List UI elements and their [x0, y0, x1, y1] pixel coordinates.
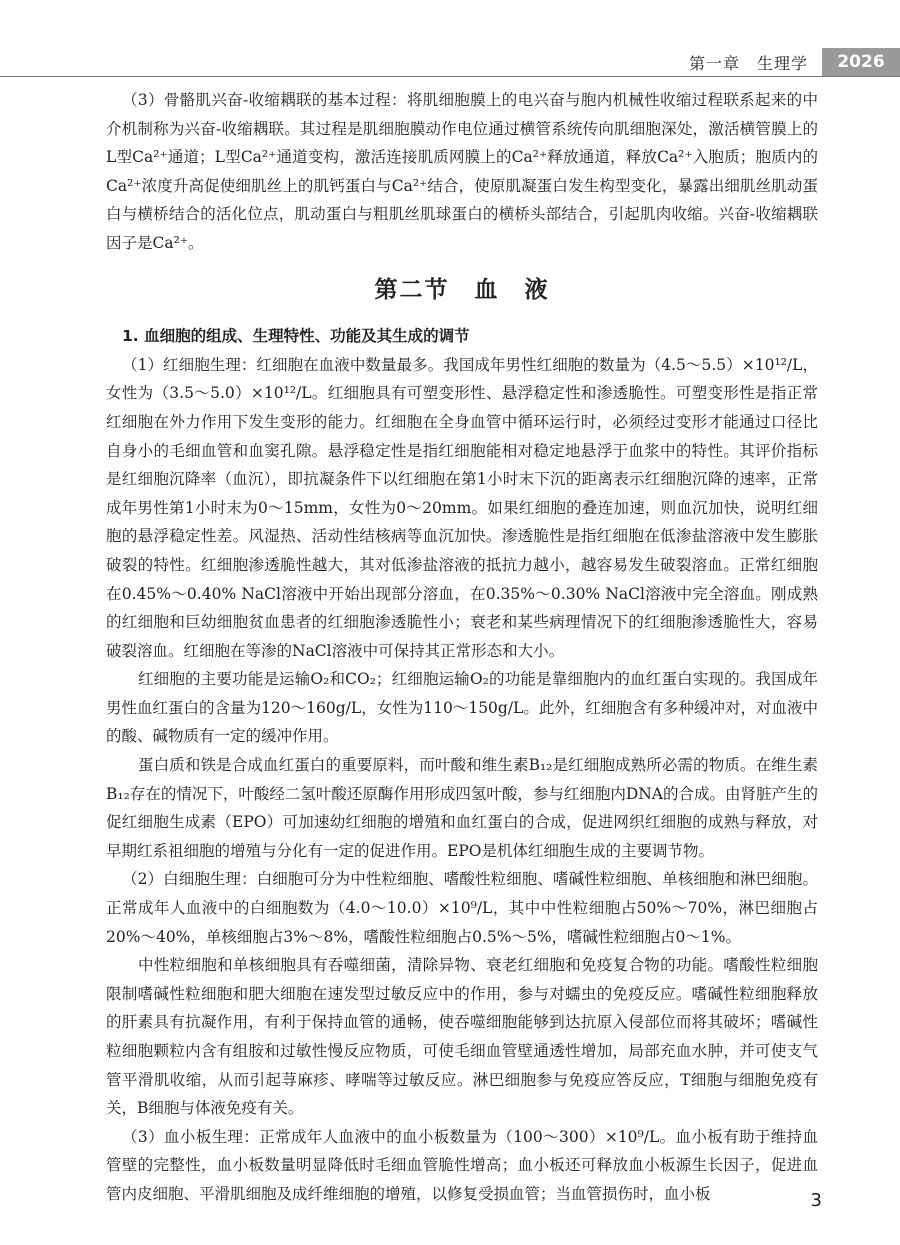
paragraph-rbc-production: 蛋白质和铁是合成血红蛋白的重要原料，而叶酸和维生素B₁₂是红细胞成熟所必需的物质。在维生素B₁₂存在的情况下，叶酸经二氢叶酸还原酶作用形成四氢叶酸，参与红细胞内DNA的合成。由肾脏产生的促红细胞生成素（EPO）可加速幼红细胞的增殖和血红蛋白的合成，促进网织红细胞的成熟与释放，对早期红系祖细胞的增殖与分化有一定的促进作用。EPO是机体红细胞生成的主要调节物。: [106, 756, 819, 860]
paragraph-wbc-function: 中性粒细胞和单核细胞具有吞噬细菌，清除异物、衰老红细胞和免疫复合物的功能。嗜酸性粒细胞限制嗜碱性粒细胞和肥大细胞在速发型过敏反应中的作用，参与对蠕虫的免疫反应。嗜碱性粒细胞释放的肝素具有抗凝作用，有利于保持血管的通畅，使吞噬细胞能够到达抗原入侵部位而将其破坏；嗜碱性粒细胞颗粒内含有组胺和过敏性慢反应物质，可使毛细血管壁通透性增加，局部充血水肿，并可使支气管平滑肌收缩，从而引起荨麻疹、哮喘等过敏反应。淋巴细胞参与免疫应答反应，T细胞与细胞免疫有关，B细胞与体液免疫有关。: [106, 956, 818, 1118]
section-title: 第二节 血 液: [374, 276, 550, 303]
paragraph-platelet-physiology: （3）血小板生理：正常成年人血液中的血小板数量为（100～300）×10⁹/L。血小板有助于维持血管壁的完整性，血小板数量明显降低时毛细血管脆性增高；血小板还可释放血小板源生长因子，促进血管内皮细胞、平滑肌细胞及成纤维细胞的增殖，以修复受损血管；当血管损伤时，血小板: [106, 1127, 818, 1203]
page-number: 3: [810, 1190, 822, 1211]
paragraph-excitation-contraction: （3）骨骼肌兴奋-收缩耦联的基本过程：将肌细胞膜上的电兴奋与胞内机械性收缩过程联系起来的中介机制称为兴奋-收缩耦联。其过程是肌细胞膜动作电位通过横管系统传向肌细胞深处，激活横管膜上的L型Ca²⁺通道；L型Ca²⁺通道变构，激活连接肌质网膜上的Ca²⁺释放通道，释放Ca²⁺入胞质；胞质内的Ca²⁺浓度升高促使细肌丝上的肌钙蛋白与Ca²⁺结合，使原肌凝蛋白发生构型变化，暴露出细肌丝肌动蛋白与横桥结合的活化位点，肌动蛋白与粗肌丝肌球蛋白的横桥头部结合，引起肌肉收缩。兴奋-收缩耦联因子是Ca²⁺。: [106, 91, 818, 252]
subsection-title: 1. 血细胞的组成、生理特性、功能及其生成的调节: [122, 327, 470, 346]
header-divider: [0, 76, 900, 77]
paragraph-wbc-physiology: （2）白细胞生理：白细胞可分为中性粒细胞、嗜酸性粒细胞、嗜碱性粒细胞、单核细胞和淋巴细胞。正常成年人血液中的白细胞数为（4.0～10.0）×10⁹/L，其中中性粒细胞占50%～70%，淋巴细胞占20%～40%，单核细胞占3%～8%，嗜酸性粒细胞占0.5%～5%，嗜碱性粒细胞占0～1%。: [106, 870, 818, 946]
paragraph-rbc-physiology: （1）红细胞生理：红细胞在血液中数量最多。我国成年男性红细胞的数量为（4.5～5.5）×10¹²/L，女性为（3.5～5.0）×10¹²/L。红细胞具有可塑变形性、悬浮稳定性和渗透脆性。可塑变形性是指正常红细胞在外力作用下发生变形的能力。红细胞在全身血管中循环运行时，必须经过变形才能通过口径比自身小的毛细血管和血窦孔隙。悬浮稳定性是指红细胞能相对稳定地悬浮于血浆中的特性。其评价指标是红细胞沉降率（血沉），即抗凝条件下以红细胞在第1小时末下沉的距离表示红细胞沉降的速率，正常成年男性第1小时末为0～15mm，女性为0～20mm。如果红细胞的叠连加速，则血沉加快，说明红细胞的悬浮稳定性差。风湿热、活动性结核病等血沉加快。渗透脆性是指红细胞在低渗盐溶液中发生膨胀破裂的特性。红细胞渗透脆性越大，其对低渗盐溶液的抵抗力越小，越容易发生破裂溶血。正常红细胞在0.45%～0.40% NaCl溶液中开始出现部分溶血，在0.35%～0.30% NaCl溶液中完全溶血。刚成熟的红细胞和巨幼细胞贫血患者的红细胞渗透脆性小；衰老和某些病理情况下的红细胞渗透脆性大，容易破裂溶血。红细胞在等渗的NaCl溶液中可保持其正常形态和大小。: [106, 355, 818, 660]
running-header: [689, 48, 900, 76]
paragraph-rbc-function: 红细胞的主要功能是运输O₂和CO₂；红细胞运输O₂的功能是靠细胞内的血红蛋白实现的。我国成年男性血红蛋白的含量为120～160g/L，女性为110～150g/L。此外，红细胞含有多种缓冲对，对血液中的酸、碱物质有一定的缓冲作用。: [106, 670, 818, 746]
chapter-title: 第一章 生理学: [688, 53, 808, 73]
page-body: [106, 86, 818, 1209]
year-badge: 2026: [822, 48, 900, 76]
